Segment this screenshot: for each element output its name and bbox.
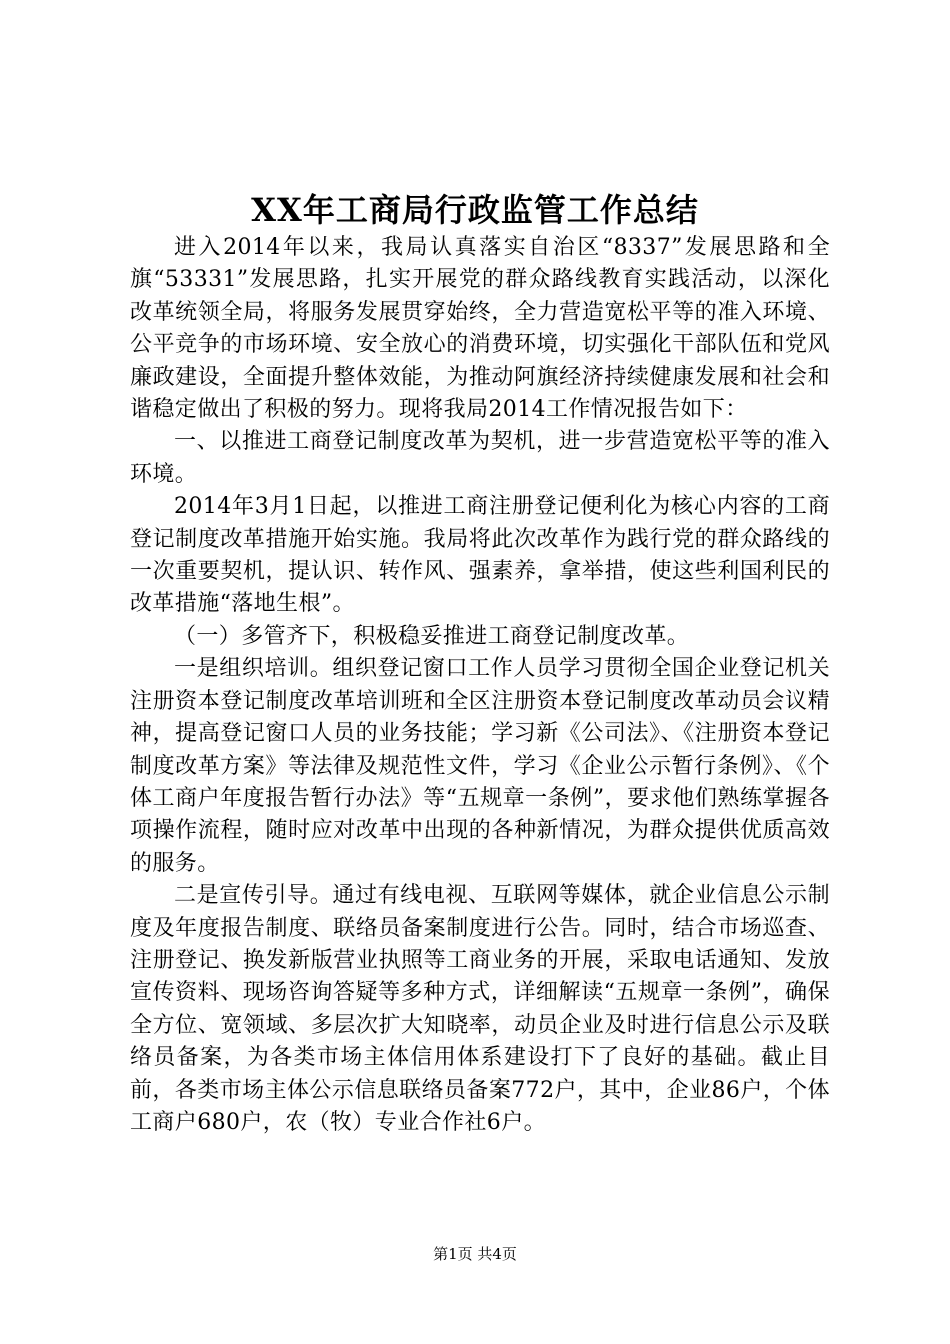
- paragraph-reform-start: 2014年3月1日起，以推进工商注册登记便利化为核心内容的工商登记制度改革措施开始实施。我局将此次改革作为践行党的群众路线的一次重要契机，提认识、转作风、强素养，拿举措，使这些利国利民的改革措施“落地生根”。: [130, 494, 830, 617]
- subsection-heading-1: （一）多管齐下，积极稳妥推进工商登记制度改革。: [174, 623, 690, 649]
- document-body: [130, 232, 830, 1139]
- paragraph-publicity: 二是宣传引导。通过有线电视、互联网等媒体，就企业信息公示制度及年度报告制度、联络员备案制度进行公告。同时，结合市场巡查、注册登记、换发新版营业执照等工商业务的开展，采取电话通知、发放宣传资料、现场咨询答疑等多种方式，详细解读“五规章一条例”，确保全方位、宽领域、多层次扩大知晓率，动员企业及时进行信息公示及联络员备案，为各类市场主体信用体系建设打下了良好的基础。截止目前，各类市场主体公示信息联络员备案772户，其中，企业86户，个体工商户680户，农（牧）专业合作社6户。: [130, 883, 830, 1135]
- page-number-footer: 第1页 共4页: [433, 1245, 517, 1263]
- document-title: XX年工商局行政监管工作总结: [251, 191, 699, 229]
- paragraph-intro: 进入2014年以来，我局认真落实自治区“8337”发展思路和全旗“53331”发展思路，扎实开展党的群众路线教育实践活动，以深化改革统领全局，将服务发展贯穿始终，全力营造宽松平等的准入环境、公平竞争的市场环境、安全放心的消费环境，切实强化干部队伍和党风廉政建设，全面提升整体效能，为推动阿旗经济持续健康发展和社会和谐稳定做出了积极的努力。现将我局2014工作情况报告如下：: [130, 235, 830, 423]
- section-heading-1: 一、以推进工商登记制度改革为契机，进一步营造宽松平等的准入环境。: [130, 429, 830, 487]
- paragraph-training: 一是组织培训。组织登记窗口工作人员学习贯彻全国企业登记机关注册资本登记制度改革培训班和全区注册资本登记制度改革动员会议精神，提高登记窗口人员的业务技能；学习新《公司法》、《注册资本登记制度改革方案》等法律及规范性文件，学习《企业公示暂行条例》、《个体工商户年度报告暂行办法》等“五规章一条例”，要求他们熟练掌握各项操作流程，随时应对改革中出现的各种新情况，为群众提供优质高效的服务。: [130, 656, 830, 876]
